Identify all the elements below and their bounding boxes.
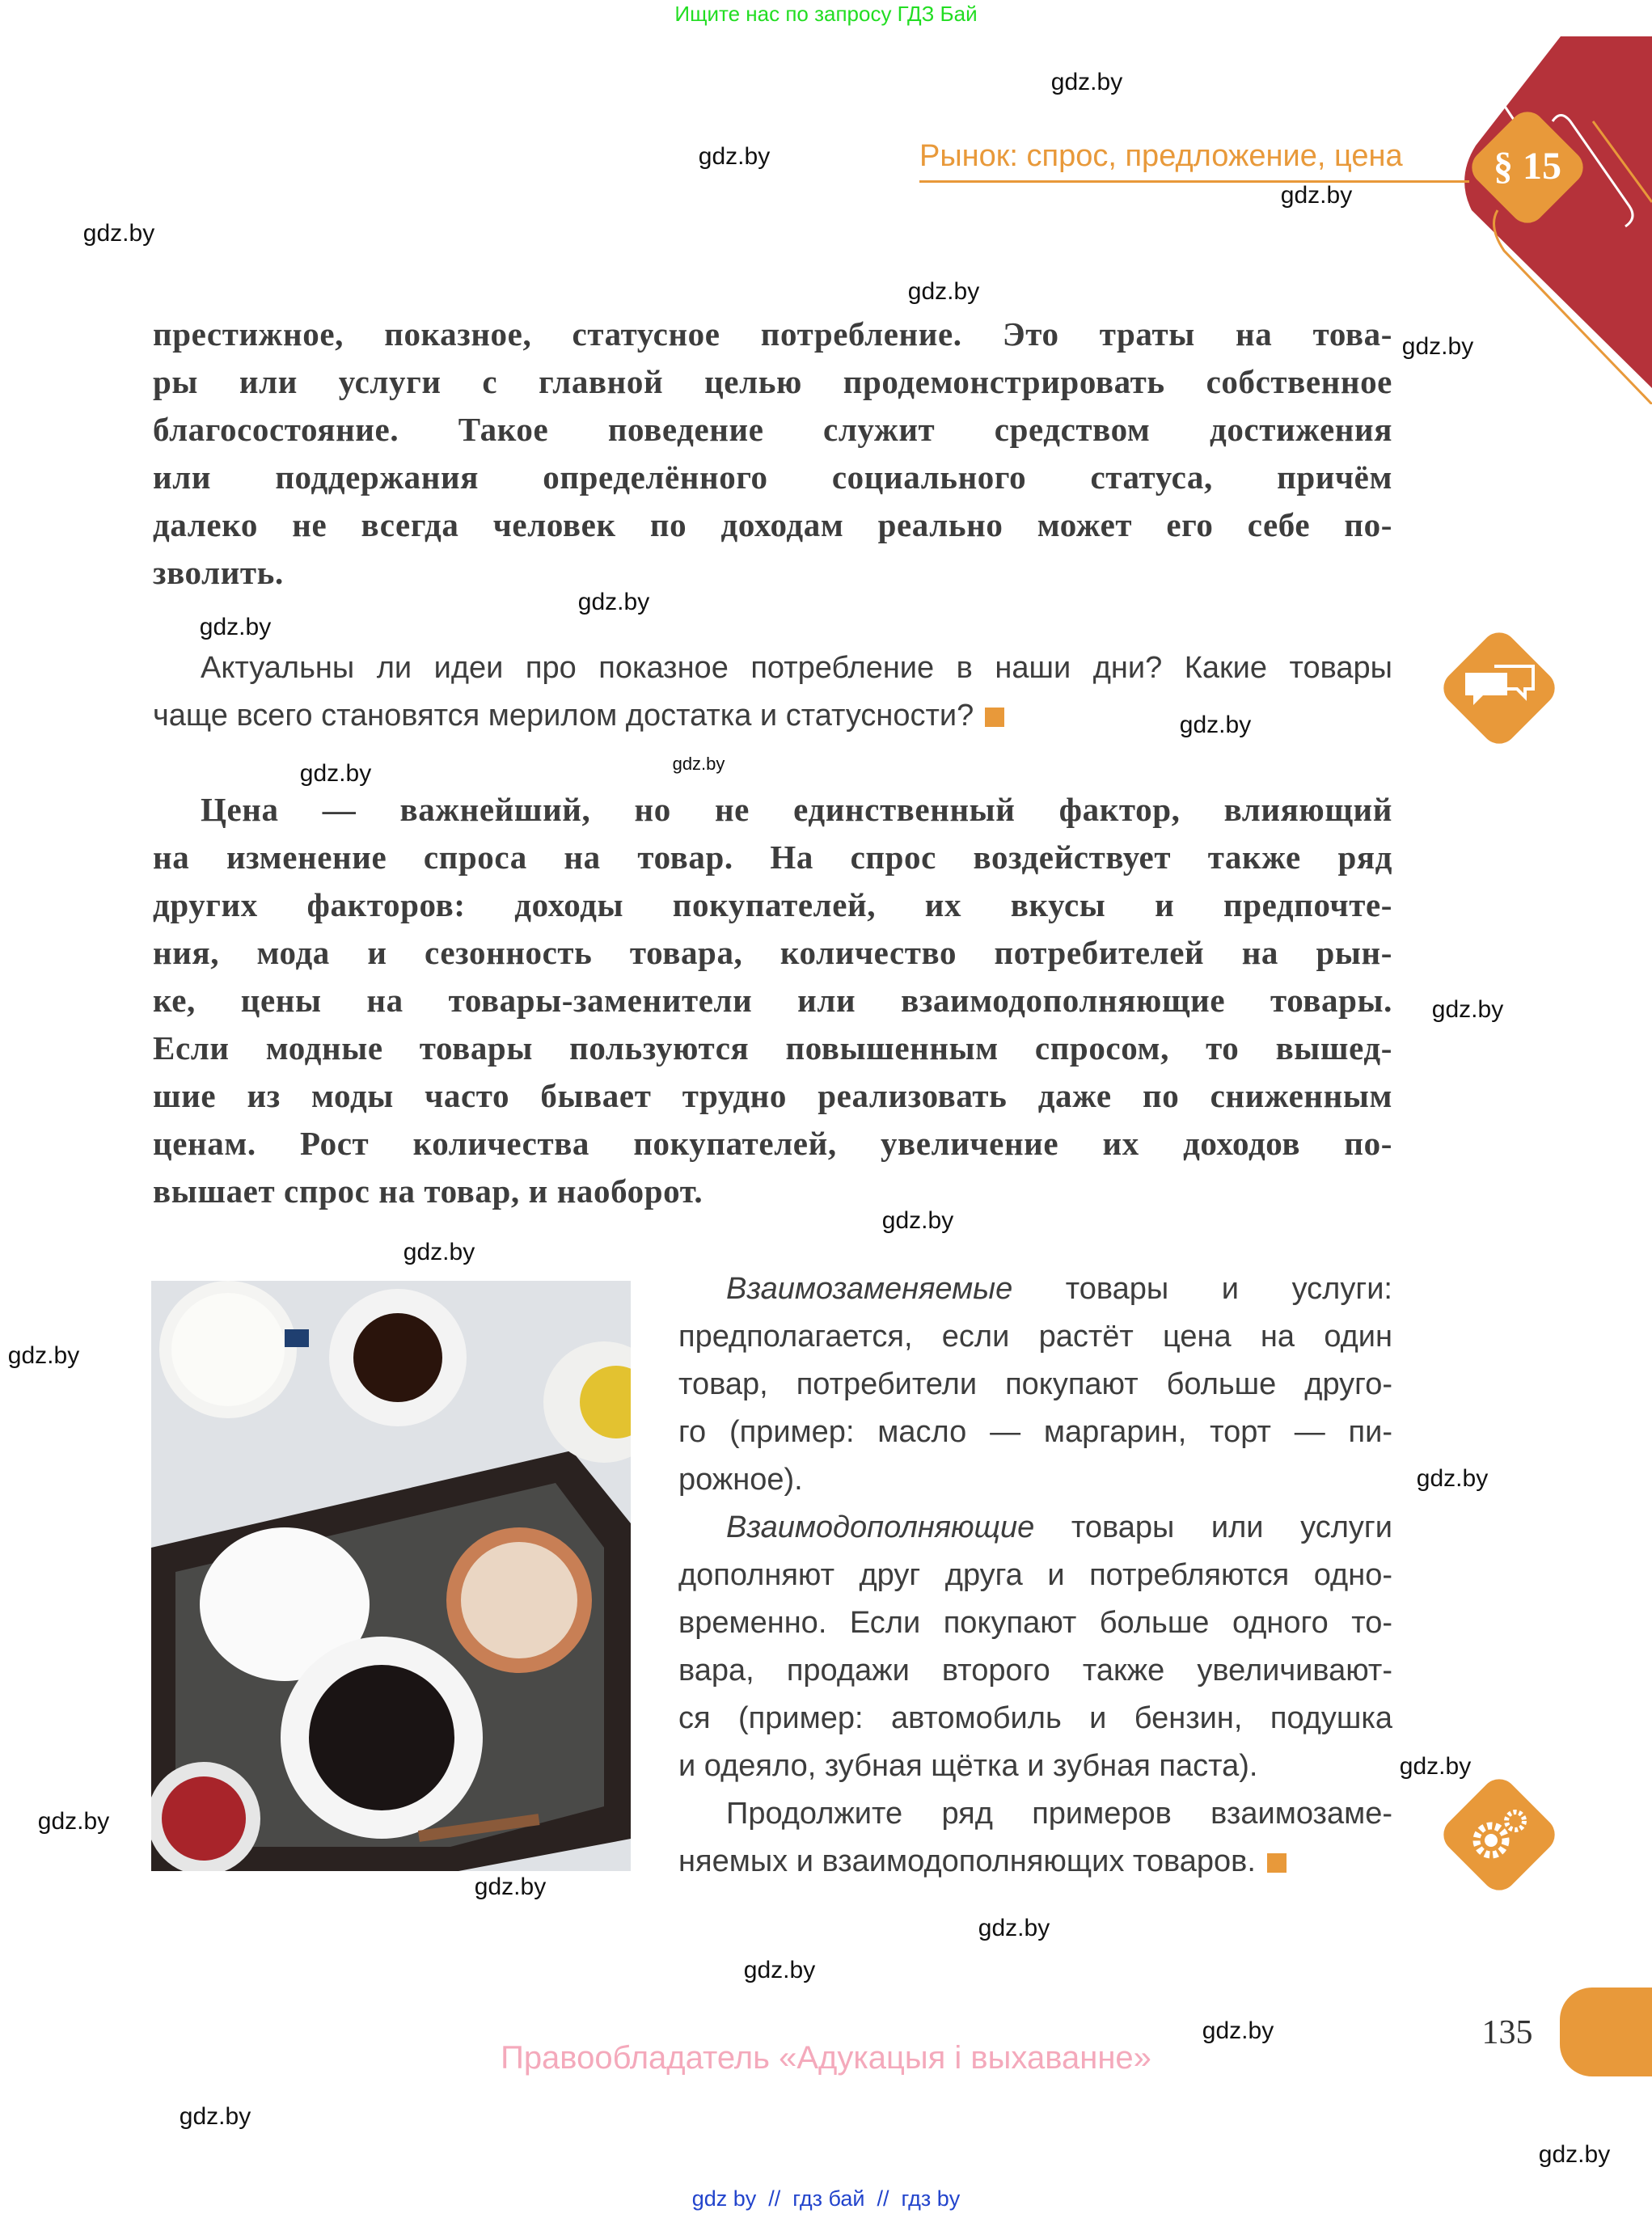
watermark: gdz.by	[698, 143, 771, 170]
text-line: зволить.	[153, 554, 284, 591]
sidebar-line	[678, 1743, 1392, 1790]
watermark: gdz.by	[1050, 69, 1123, 95]
text-line: Цена — важнейший, но не единственный фактор, влияющий	[201, 791, 1392, 828]
watermark: gdz.by	[1280, 182, 1353, 209]
sidebar-line	[678, 1838, 1392, 1886]
watermark: gdz.by	[1431, 996, 1504, 1023]
watermark: gdz.by	[82, 220, 155, 247]
text-line: ния, мода и сезонность товара, количество потребителей на рын-	[153, 934, 1392, 971]
chapter-title-underline	[919, 180, 1469, 183]
sidebar-text: ся (пример: автомобиль и бензин, подушка	[678, 1701, 1392, 1735]
sidebar-line	[678, 1456, 1392, 1504]
sidebar-line	[726, 1265, 1392, 1313]
chapter-title: Рынок: спрос, предложение, цена	[919, 139, 1403, 173]
sidebar-line	[678, 1361, 1392, 1409]
page-number: 135	[1481, 2014, 1533, 2051]
question-line: Актуальны ли идеи про показное потребление в наши дни? Какие товары	[201, 651, 1392, 685]
sidebar-text: Продолжите ряд примеров взаимозаме-	[726, 1797, 1392, 1831]
watermark: gdz.by	[37, 1808, 110, 1835]
watermark: gdz.by	[1416, 1465, 1489, 1492]
speech-bubbles-icon	[1462, 663, 1536, 713]
term: Взаимозаменяемые	[726, 1272, 1013, 1306]
sidebar-line	[678, 1695, 1392, 1743]
watermark: gdz.by	[672, 754, 725, 774]
sidebar-line	[678, 1599, 1392, 1647]
section-badge: § 15	[1494, 145, 1561, 188]
text-line: далеко не всегда человек по доходам реально может его себе по-	[153, 506, 1392, 543]
text-line: на изменение спроса на товар. На спрос воздействует также ряд	[153, 839, 1392, 876]
watermark: gdz.by	[299, 760, 372, 787]
sidebar-text: временно. Если покупают больше одного то-	[678, 1606, 1392, 1640]
watermark: gdz.by	[1401, 333, 1474, 360]
text-line: ценам. Рост количества покупателей, увеличение их доходов по-	[153, 1125, 1392, 1162]
watermark: gdz.by	[1538, 2141, 1611, 2168]
sidebar-text: товары или услуги	[1034, 1510, 1392, 1544]
sidebar-line	[726, 1790, 1392, 1838]
sidebar-line	[726, 1504, 1392, 1552]
text-line: Если модные товары пользуются повышенным спросом, то вышед-	[153, 1029, 1392, 1067]
copyright: Правообладатель «Адукацыя і выхаванне»	[501, 2040, 1151, 2076]
sidebar-line	[678, 1409, 1392, 1456]
watermark: gdz.by	[199, 614, 272, 640]
sidebar-text: предполагается, если растёт цена на один	[678, 1320, 1392, 1354]
sidebar-text: товары и услуги:	[1012, 1272, 1392, 1306]
text-line: вышает спрос на товар, и наоборот.	[153, 1172, 703, 1210]
text-line: или поддержания определённого социального статуса, причём	[153, 458, 1392, 496]
sidebar-text: и одеяло, зубная щётка и зубная паста).	[678, 1749, 1258, 1783]
watermark: gdz.by	[179, 2103, 251, 2130]
text-line: престижное, показное, статусное потребление. Это траты на това-	[153, 315, 1392, 353]
sidebar-text: вара, продажи второго также увеличивают-	[678, 1654, 1392, 1688]
watermark: gdz.by	[1399, 1753, 1472, 1780]
watermark: gdz.by	[907, 278, 980, 305]
watermark: gdz.by	[743, 1957, 816, 1983]
text-line: ры или услуги с главной целью продемонстрировать собственное	[153, 363, 1392, 400]
footer-links[interactable]: gdz by // гдз бай // гдз by	[691, 2186, 961, 2211]
sidebar-line	[678, 1552, 1392, 1599]
watermark: gdz.by	[1202, 2017, 1274, 2044]
watermark: gdz.by	[474, 1873, 547, 1900]
watermark: gdz.by	[577, 589, 650, 615]
top-banner: Ищите нас по запросу ГДЗ Бай	[674, 2, 978, 26]
text-line: других факторов: доходы покупателей, их вкусы и предпочте-	[153, 886, 1392, 923]
question-text: чаще всего становятся мерилом достатка и статусности?	[153, 699, 974, 733]
text-line: шие из моды часто бывает трудно реализовать даже по сниженным	[153, 1077, 1392, 1114]
watermark: gdz.by	[1179, 712, 1252, 738]
sidebar-line	[678, 1647, 1392, 1695]
sidebar-text: товар, потребители покупают больше друго-	[678, 1367, 1392, 1401]
sidebar-text: няемых и взаимодополняющих товаров.	[678, 1844, 1256, 1878]
tea-tray-photo	[151, 1281, 631, 1871]
watermark: gdz.by	[7, 1342, 80, 1369]
end-marker-icon	[985, 708, 1004, 727]
gears-icon	[1462, 1803, 1536, 1868]
end-marker-icon	[1267, 1853, 1287, 1873]
watermark: gdz.by	[403, 1239, 475, 1265]
sidebar-text: рожное).	[678, 1463, 803, 1497]
text-line: благосостояние. Такое поведение служит средством достижения	[153, 411, 1392, 448]
watermark: gdz.by	[881, 1207, 954, 1234]
sidebar-text: го (пример: масло — маргарин, торт — пи-	[678, 1415, 1392, 1449]
watermark: gdz.by	[978, 1915, 1050, 1941]
sidebar-text: дополняют друг друга и потребляются одно-	[678, 1558, 1392, 1592]
sidebar-line	[678, 1313, 1392, 1361]
term: Взаимодополняющие	[726, 1510, 1035, 1544]
text-line: ке, цены на товары-заменители или взаимодополняющие товары.	[153, 982, 1392, 1019]
